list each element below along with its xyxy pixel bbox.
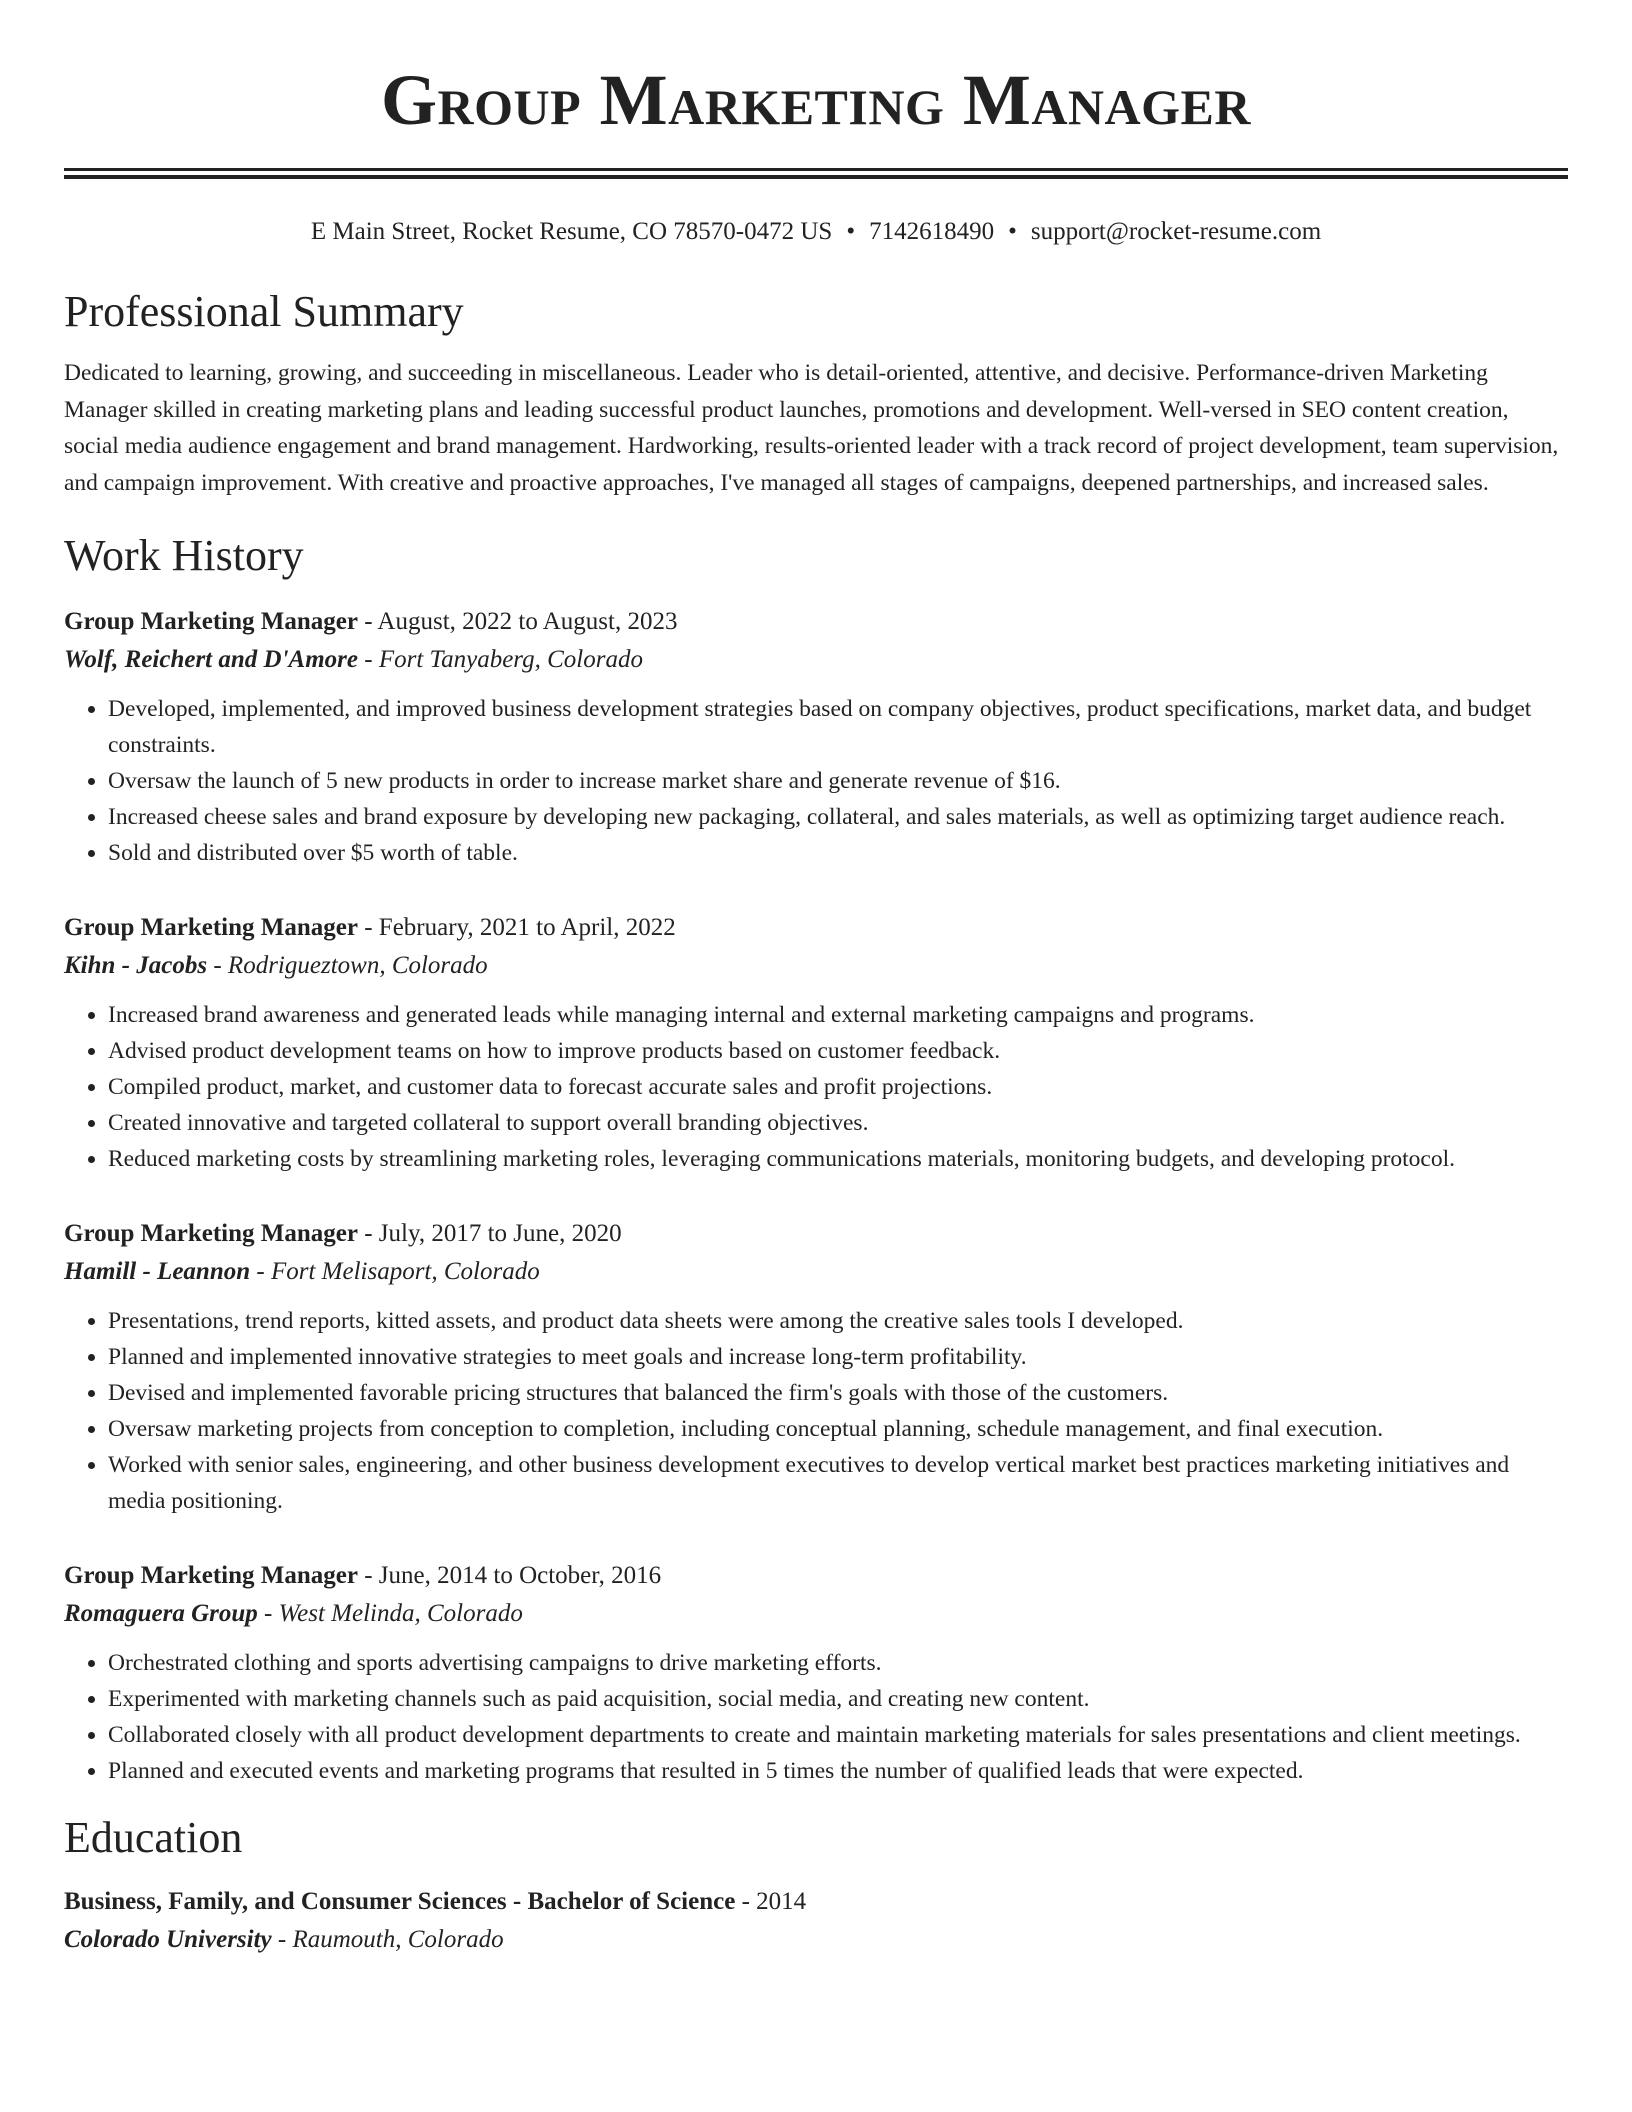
- job-company-line: [64, 947, 1568, 985]
- job-location: Fort Melisaport, Colorado: [270, 1258, 540, 1285]
- education-school: Colorado University: [64, 1926, 272, 1953]
- job-dash: -: [250, 1258, 271, 1285]
- job-role: Group Marketing Manager: [64, 914, 358, 941]
- job-entry: [64, 1215, 1568, 1519]
- job-bullet: • Increased brand awareness and generated leads while managing internal and external marketing campaigns and programs.: [108, 997, 1568, 1033]
- job-dates: August, 2022 to August, 2023: [377, 608, 678, 635]
- job-bullet: • Compiled product, market, and customer data to forecast accurate sales and profit projections.: [108, 1069, 1568, 1105]
- job-role: Group Marketing Manager: [64, 1220, 358, 1247]
- job-company-line: [64, 1595, 1568, 1633]
- job-location: Fort Tanyaberg, Colorado: [378, 646, 643, 673]
- education-dash: -: [735, 1888, 757, 1915]
- job-bullets: [64, 691, 1568, 871]
- job-location: Rodrigueztown, Colorado: [227, 952, 488, 979]
- job-dash: -: [357, 646, 379, 673]
- job-dates: June, 2014 to October, 2016: [378, 1562, 662, 1589]
- job-company: Romaguera Group: [64, 1600, 258, 1627]
- job-bullet: • Collaborated closely with all product development departments to create and maintain marketing materials for sales presentations and client meetings.: [108, 1717, 1568, 1753]
- job-bullets: [64, 1645, 1568, 1789]
- job-location: West Melinda, Colorado: [278, 1600, 523, 1627]
- job-bullet: • Experimented with marketing channels such as paid acquisition, social media, and creating new content.: [108, 1681, 1568, 1717]
- job-bullets: [64, 997, 1568, 1177]
- education-school-line: [64, 1921, 1568, 1959]
- job-bullet: • Devised and implemented favorable pricing structures that balanced the firm's goals with those of the customers.: [108, 1375, 1568, 1411]
- job-title-line: [64, 1215, 1568, 1253]
- job-bullet: • Orchestrated clothing and sports advertising campaigns to drive marketing efforts.: [108, 1645, 1568, 1681]
- job-role: Group Marketing Manager: [64, 608, 358, 635]
- job-bullets: [64, 1303, 1568, 1519]
- job-dash: -: [357, 608, 378, 635]
- job-bullet: • Oversaw the launch of 5 new products in order to increase market share and generate revenue of $16.: [108, 763, 1568, 799]
- contact-address: E Main Street, Rocket Resume, CO 78570-0472 US: [310, 218, 833, 245]
- job-dash: -: [357, 1562, 379, 1589]
- summary-heading: Professional Summary: [64, 287, 464, 336]
- education-dash: -: [271, 1926, 293, 1953]
- work-history-heading: Work History: [64, 531, 304, 580]
- job-dash: -: [357, 1220, 379, 1247]
- job-bullet: • Increased cheese sales and brand exposure by developing new packaging, collateral, and sales materials, as well as optimizing target audience reach.: [108, 799, 1568, 835]
- job-bullet: • Reduced marketing costs by streamlining marketing roles, leveraging communications materials, monitoring budgets, and developing protocol.: [108, 1141, 1568, 1177]
- education-degree-line: [64, 1883, 1568, 1921]
- job-company-line: [64, 1253, 1568, 1291]
- job-bullet: • Presentations, trend reports, kitted assets, and product data sheets were among the creative sales tools I developed.: [108, 1303, 1568, 1339]
- job-bullet: • Worked with senior sales, engineering, and other business development executives to develop vertical market best practices marketing initiatives and media positioning.: [108, 1447, 1568, 1519]
- job-company-line: [64, 641, 1568, 679]
- job-entry: [64, 909, 1568, 1177]
- job-dash: -: [257, 1600, 279, 1627]
- job-entry: [64, 603, 1568, 871]
- summary-text: Dedicated to learning, growing, and succeeding in miscellaneous. Leader who is detail-oriented, attentive, and decisive. Performance-driven Marketing Manager skilled in creating marketing plans and leading successful product launches, promotions and development. Well-versed in SEO content creation, social media audience engagement and brand management. Hardworking, results-oriented leader with a track record of project development, team supervision, and campaign improvement. With creative and proactive approaches, I've managed all stages of campaigns, deepened partnerships, and increased sales.: [64, 360, 1559, 496]
- job-bullet: • Planned and executed events and marketing programs that resulted in 5 times the number of qualified leads that were expected.: [108, 1753, 1568, 1789]
- education-entry: [64, 1883, 1568, 1959]
- education-year: 2014: [756, 1888, 807, 1915]
- job-bullet: • Advised product development teams on how to improve products based on customer feedback.: [108, 1033, 1568, 1069]
- job-dates: July, 2017 to June, 2020: [378, 1220, 622, 1247]
- contact-separator: •: [846, 218, 856, 245]
- contact-line: [64, 215, 1568, 249]
- contact-email: support@rocket-resume.com: [1030, 218, 1322, 245]
- resume-name: Group Marketing Manager: [380, 60, 1251, 140]
- job-bullet: • Developed, implemented, and improved business development strategies based on company objectives, product specifications, market data, and budget constraints.: [108, 691, 1568, 763]
- job-title-line: [64, 909, 1568, 947]
- job-dash: -: [357, 914, 379, 941]
- education-degree: Business, Family, and Consumer Sciences - Bachelor of Science: [64, 1888, 736, 1915]
- job-dates: February, 2021 to April, 2022: [378, 914, 676, 941]
- header-divider: [64, 168, 1568, 179]
- job-role: Group Marketing Manager: [64, 1562, 358, 1589]
- education-heading: Education: [64, 1813, 243, 1862]
- job-company: Kihn - Jacobs: [64, 952, 208, 979]
- job-bullet: • Created innovative and targeted collateral to support overall branding objectives.: [108, 1105, 1568, 1141]
- job-bullet: • Oversaw marketing projects from conception to completion, including conceptual planning, schedule management, and final execution.: [108, 1411, 1568, 1447]
- job-dash: -: [207, 952, 228, 979]
- job-company: Wolf, Reichert and D'Amore: [64, 646, 358, 673]
- job-title-line: [64, 603, 1568, 641]
- job-title-line: [64, 1557, 1568, 1595]
- job-bullet: • Sold and distributed over $5 worth of table.: [108, 835, 1568, 871]
- job-entry: [64, 1557, 1568, 1789]
- education-location: Raumouth, Colorado: [292, 1926, 504, 1953]
- contact-phone: 7142618490: [869, 218, 995, 245]
- job-bullet: • Planned and implemented innovative strategies to meet goals and increase long-term profitability.: [108, 1339, 1568, 1375]
- job-company: Hamill - Leannon: [64, 1258, 251, 1285]
- contact-separator: •: [1008, 218, 1017, 245]
